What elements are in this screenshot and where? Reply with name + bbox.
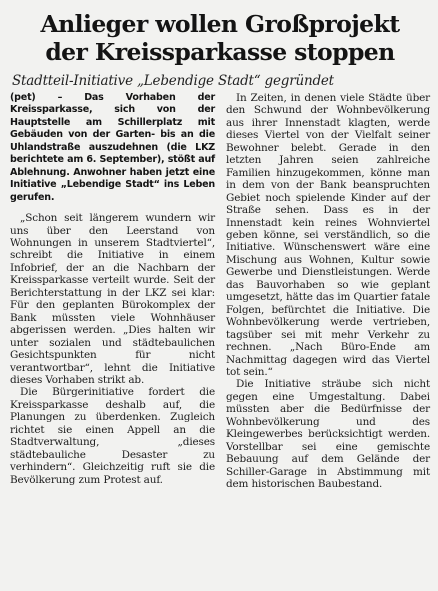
right-column <box>226 92 430 491</box>
article-columns <box>10 92 430 491</box>
body-paragraph-left-2: Die Bürgerinitiative fordert die Kreissparkasse deshalb auf, die Planungen zu überdenken. Zugleich richtet sie einen Appell an die Stadtverwaltung, „dieses städtebauliche Desaster zu verhindern“. Gleichzeitig ruft sie die Bevölkerung zum Protest auf. <box>10 386 215 486</box>
left-column <box>10 92 215 491</box>
lead-paragraph: (pet) – Das Vorhaben der Kreissparkasse, sich von der Hauptstelle am Schillerplatz mit Gebäuden von der Garten- bis an die Uhlandstraße auszudehnen (die LKZ berichtete am 6. September), stößt auf Ablehnung. Anwohner haben jetzt eine Initiative „Lebendige Stadt“ ins Leben gerufen. <box>10 92 215 203</box>
body-paragraph-right-2: Die Initiative sträube sich nicht gegen eine Umgestaltung. Dabei müssten aber die Bedürfnisse der Wohnbevölkerung und des Kleingewerbes berücksichtigt werden. Vorstellbar sei eine gemischte Bebauung auf dem Gelände der Schiller-Garage in Abstimmung mit dem historischen Baubestand. <box>226 378 430 491</box>
headline-line-2: der Kreissparkasse stoppen <box>45 38 395 66</box>
subheadline: Stadtteil-Initiative „Lebendige Stadt“ gegründet <box>12 73 334 89</box>
headline <box>10 10 430 66</box>
body-paragraph-right-1: In Zeiten, in denen viele Städte über den Schwund der Wohnbevölkerung aus ihrer Innenstadt klagten, werde dieses Viertel von der Vielfalt seiner Bewohner belebt. Gerade in den letzten Jahren seien zahlreiche Familien hinzugekommen, könne man in dem von der Bank beanspruchten Gebiet noch spielende Kinder auf der Straße sehen. Dass es in der Innenstadt kein reines Wohnviertel geben könne, sei verständlich, so die Initiative. Wünschenswert wäre eine Mischung aus Wohnen, Kultur sowie Gewerbe und Dienstleistungen. Werde das Bauvorhaben so wie geplant umgesetzt, hätte das im Quartier fatale Folgen, befürchtet die Initiative. Die Wohnbevölkerung werde vertrieben, tagsüber sei mit mehr Verkehr zu rechnen. „Nach Büro-Ende am Nachmittag dagegen wird das Viertel tot sein.“ <box>226 92 430 378</box>
body-paragraph-left-1: „Schon seit längerem wundern wir uns über den Leerstand von Wohnungen in unserem Stadtviertel“, schreibt die Initiative in einem Infobrief, der an die Nachbarn der Kreissparkasse verteilt wurde. Seit der Berichterstattung in der LKZ sei klar: Für den geplanten Bürokomplex der Bank müssten viele Wohnhäuser abgerissen werden. „Dies halten wir unter sozialen und städtebaulichen Gesichtspunkten für nicht verantwortbar“, lehnt die Initiative dieses Vorhaben strikt ab. <box>10 212 215 386</box>
headline-line-1: Anlieger wollen Großprojekt <box>40 10 400 38</box>
